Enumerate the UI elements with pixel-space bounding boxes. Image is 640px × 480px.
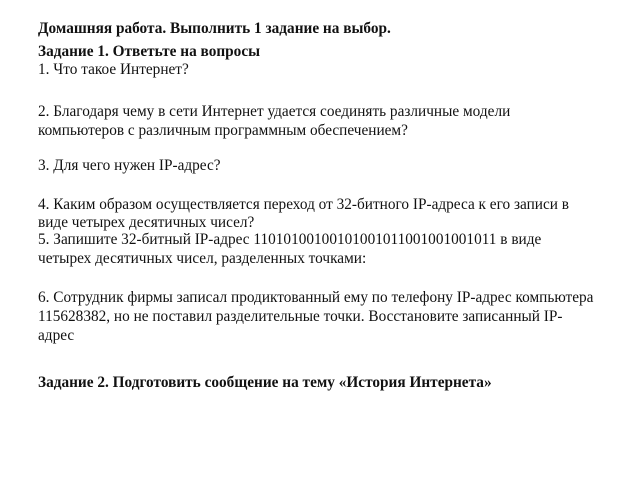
task2-heading: Задание 2. Подготовить сообщение на тему «История Интернета» bbox=[38, 374, 492, 391]
question-3: 3. Для чего нужен IP-адрес? bbox=[38, 157, 221, 174]
question-4-line-1: 4. Каким образом осуществляется переход от 32-битного IP-адреса к его записи в bbox=[38, 196, 569, 213]
question-2-line-1: 2. Благодаря чему в сети Интернет удается соединять различные модели bbox=[38, 103, 511, 120]
question-6-line-3: адрес bbox=[38, 327, 75, 344]
question-4-line-2: виде четырех десятичных чисел? bbox=[38, 214, 255, 231]
question-6-line-2: 115628382, но не поставил разделительные точки. Восстановите записанный IP- bbox=[38, 308, 563, 325]
document-title: Домашняя работа. Выполнить 1 задание на выбор. bbox=[38, 20, 391, 37]
question-6-line-1: 6. Сотрудник фирмы записал продиктованный ему по телефону IP-адрес компьютера bbox=[38, 289, 594, 306]
question-5-line-2: четырех десятичных чисел, разделенных точками: bbox=[38, 250, 367, 267]
question-2-line-2: компьютеров с различным программным обеспечением? bbox=[38, 122, 408, 139]
question-1: 1. Что такое Интернет? bbox=[38, 61, 189, 78]
task1-heading: Задание 1. Ответьте на вопросы bbox=[38, 43, 261, 60]
question-5-line-1: 5. Запишите 32-битный IP-адрес 11010100100101001011001001001011 в виде bbox=[38, 231, 542, 248]
